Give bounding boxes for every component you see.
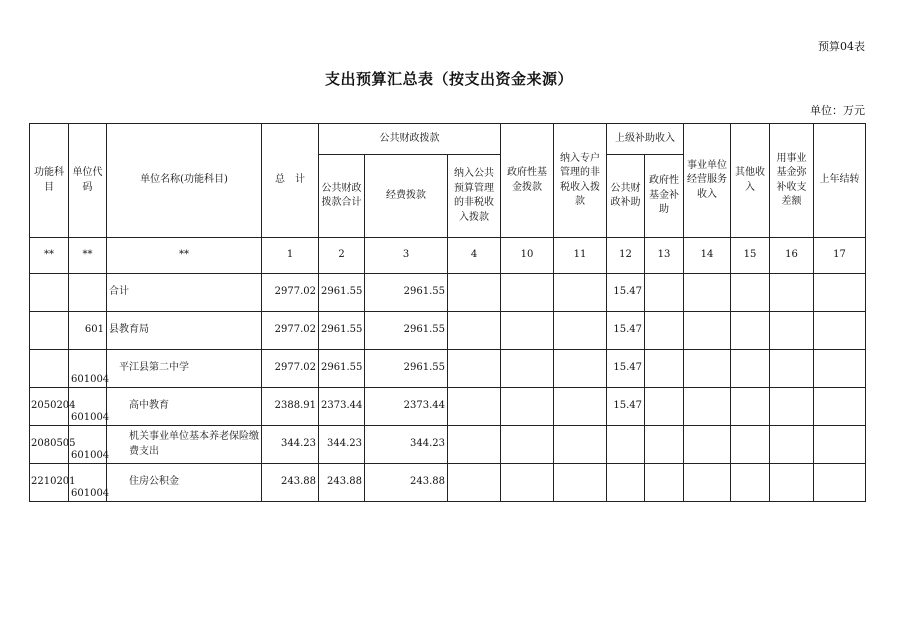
cell-approp: 2373.44 — [365, 388, 448, 426]
cell-gov-fund — [501, 464, 554, 502]
header-nontax-public: 纳入公共预算管理的非税收入拨款 — [448, 155, 501, 238]
cell-fund-bal — [770, 464, 814, 502]
cell-nontax-pub — [448, 274, 501, 312]
cell-pf-total: 2961.55 — [319, 312, 365, 350]
cell-biz — [684, 350, 731, 388]
cell-biz — [684, 312, 731, 350]
cell-func — [30, 274, 69, 312]
cell-pf-sub — [607, 426, 645, 464]
header-func-subject: 功能科目 — [30, 124, 69, 238]
cell-gf-sub — [645, 350, 684, 388]
cell-pf-sub — [607, 464, 645, 502]
index-cell: 13 — [645, 238, 684, 274]
index-cell: 3 — [365, 238, 448, 274]
cell-nontax-pub — [448, 312, 501, 350]
cell-code — [69, 274, 107, 312]
cell-pf-total: 243.88 — [319, 464, 365, 502]
header-gov-fund: 政府性基金拨款 — [501, 124, 554, 238]
cell-other — [731, 274, 770, 312]
cell-total: 2977.02 — [262, 312, 319, 350]
cell-fund-bal — [770, 312, 814, 350]
cell-total: 2977.02 — [262, 274, 319, 312]
cell-biz — [684, 274, 731, 312]
index-row — [30, 238, 866, 274]
cell-pf-total: 2961.55 — [319, 350, 365, 388]
index-cell: 1 — [262, 238, 319, 274]
header-nontax-special: 纳入专户管理的非税收入拨款 — [554, 124, 607, 238]
header-public-finance-total: 公共财政拨款合计 — [319, 155, 365, 238]
index-cell: 12 — [607, 238, 645, 274]
cell-approp: 2961.55 — [365, 274, 448, 312]
table-row — [30, 388, 866, 426]
header-prior-carryover: 上年结转 — [814, 124, 866, 238]
cell-pf-sub: 15.47 — [607, 312, 645, 350]
cell-biz — [684, 464, 731, 502]
header-superior-subsidy: 上级补助收入 — [607, 124, 684, 155]
cell-nontax-pub — [448, 388, 501, 426]
header-row-1 — [30, 124, 866, 155]
cell-other — [731, 350, 770, 388]
cell-name: 合计 — [107, 274, 262, 312]
cell-gov-fund — [501, 388, 554, 426]
cell-gf-sub — [645, 312, 684, 350]
cell-gov-fund — [501, 274, 554, 312]
header-unit-code: 单位代码 — [69, 124, 107, 238]
index-cell: 17 — [814, 238, 866, 274]
cell-carry — [814, 350, 866, 388]
cell-approp: 2961.55 — [365, 350, 448, 388]
cell-nontax-pub — [448, 350, 501, 388]
index-cell: 16 — [770, 238, 814, 274]
page-title: 支出预算汇总表（按支出资金来源） — [324, 70, 573, 88]
header-gov-fund-subsidy: 政府性基金补助 — [645, 155, 684, 238]
cell-code: 601004 — [69, 350, 107, 388]
cell-pf-sub: 15.47 — [607, 388, 645, 426]
cell-approp: 2961.55 — [365, 312, 448, 350]
cell-pf-sub: 15.47 — [607, 274, 645, 312]
index-cell: ** — [69, 238, 107, 274]
cell-other — [731, 464, 770, 502]
cell-code: 601004 — [69, 464, 107, 502]
table-row — [30, 312, 866, 350]
index-cell: 14 — [684, 238, 731, 274]
budget-table — [29, 123, 866, 502]
table-row — [30, 464, 866, 502]
cell-biz — [684, 426, 731, 464]
cell-name: 机关事业单位基本养老保险缴费支出 — [107, 426, 262, 464]
cell-func: 2210201 — [30, 464, 69, 502]
index-cell: 4 — [448, 238, 501, 274]
cell-fund-bal — [770, 274, 814, 312]
cell-nontax-sp — [554, 274, 607, 312]
header-regular-appropriation: 经费拨款 — [365, 155, 448, 238]
cell-nontax-pub — [448, 426, 501, 464]
cell-gf-sub — [645, 274, 684, 312]
index-cell: 10 — [501, 238, 554, 274]
cell-gov-fund — [501, 312, 554, 350]
index-cell: ** — [30, 238, 69, 274]
cell-nontax-sp — [554, 464, 607, 502]
header-public-finance: 公共财政拨款 — [319, 124, 501, 155]
cell-pf-total: 2961.55 — [319, 274, 365, 312]
cell-total: 243.88 — [262, 464, 319, 502]
table-row — [30, 274, 866, 312]
index-cell: 11 — [554, 238, 607, 274]
cell-pf-total: 2373.44 — [319, 388, 365, 426]
cell-name: 平江县第二中学 — [107, 350, 262, 388]
cell-other — [731, 312, 770, 350]
table-row — [30, 426, 866, 464]
cell-gov-fund — [501, 350, 554, 388]
index-cell: 15 — [731, 238, 770, 274]
cell-fund-bal — [770, 426, 814, 464]
cell-other — [731, 426, 770, 464]
cell-nontax-pub — [448, 464, 501, 502]
cell-carry — [814, 464, 866, 502]
cell-total: 2388.91 — [262, 388, 319, 426]
cell-code: 601004 — [69, 388, 107, 426]
cell-approp: 243.88 — [365, 464, 448, 502]
header-other-income: 其他收入 — [731, 124, 770, 238]
index-cell: 2 — [319, 238, 365, 274]
index-cell: ** — [107, 238, 262, 274]
cell-code: 601 — [69, 312, 107, 350]
header-public-finance-subsidy: 公共财政补助 — [607, 155, 645, 238]
cell-func: 2050204 — [30, 388, 69, 426]
cell-biz — [684, 388, 731, 426]
unit-label: 单位：万元 — [810, 104, 865, 117]
cell-pf-total: 344.23 — [319, 426, 365, 464]
cell-nontax-sp — [554, 350, 607, 388]
header-total: 总 计 — [262, 124, 319, 238]
cell-fund-bal — [770, 350, 814, 388]
cell-total: 2977.02 — [262, 350, 319, 388]
cell-gf-sub — [645, 388, 684, 426]
cell-func — [30, 312, 69, 350]
cell-carry — [814, 274, 866, 312]
cell-nontax-sp — [554, 312, 607, 350]
cell-name: 高中教育 — [107, 388, 262, 426]
cell-nontax-sp — [554, 426, 607, 464]
cell-name: 住房公积金 — [107, 464, 262, 502]
header-fund-balance: 用事业基金弥补收支差额 — [770, 124, 814, 238]
cell-approp: 344.23 — [365, 426, 448, 464]
cell-name: 县教育局 — [107, 312, 262, 350]
cell-carry — [814, 312, 866, 350]
cell-gf-sub — [645, 464, 684, 502]
cell-other — [731, 388, 770, 426]
cell-code: 601004 — [69, 426, 107, 464]
cell-carry — [814, 426, 866, 464]
cell-gov-fund — [501, 426, 554, 464]
cell-pf-sub: 15.47 — [607, 350, 645, 388]
cell-carry — [814, 388, 866, 426]
cell-fund-bal — [770, 388, 814, 426]
cell-func — [30, 350, 69, 388]
cell-total: 344.23 — [262, 426, 319, 464]
header-unit-name: 单位名称(功能科目) — [107, 124, 262, 238]
table-code: 预算04表 — [818, 40, 865, 53]
cell-gf-sub — [645, 426, 684, 464]
table-row — [30, 350, 866, 388]
header-business-income: 事业单位经营服务收入 — [684, 124, 731, 238]
cell-func: 2080505 — [30, 426, 69, 464]
cell-nontax-sp — [554, 388, 607, 426]
